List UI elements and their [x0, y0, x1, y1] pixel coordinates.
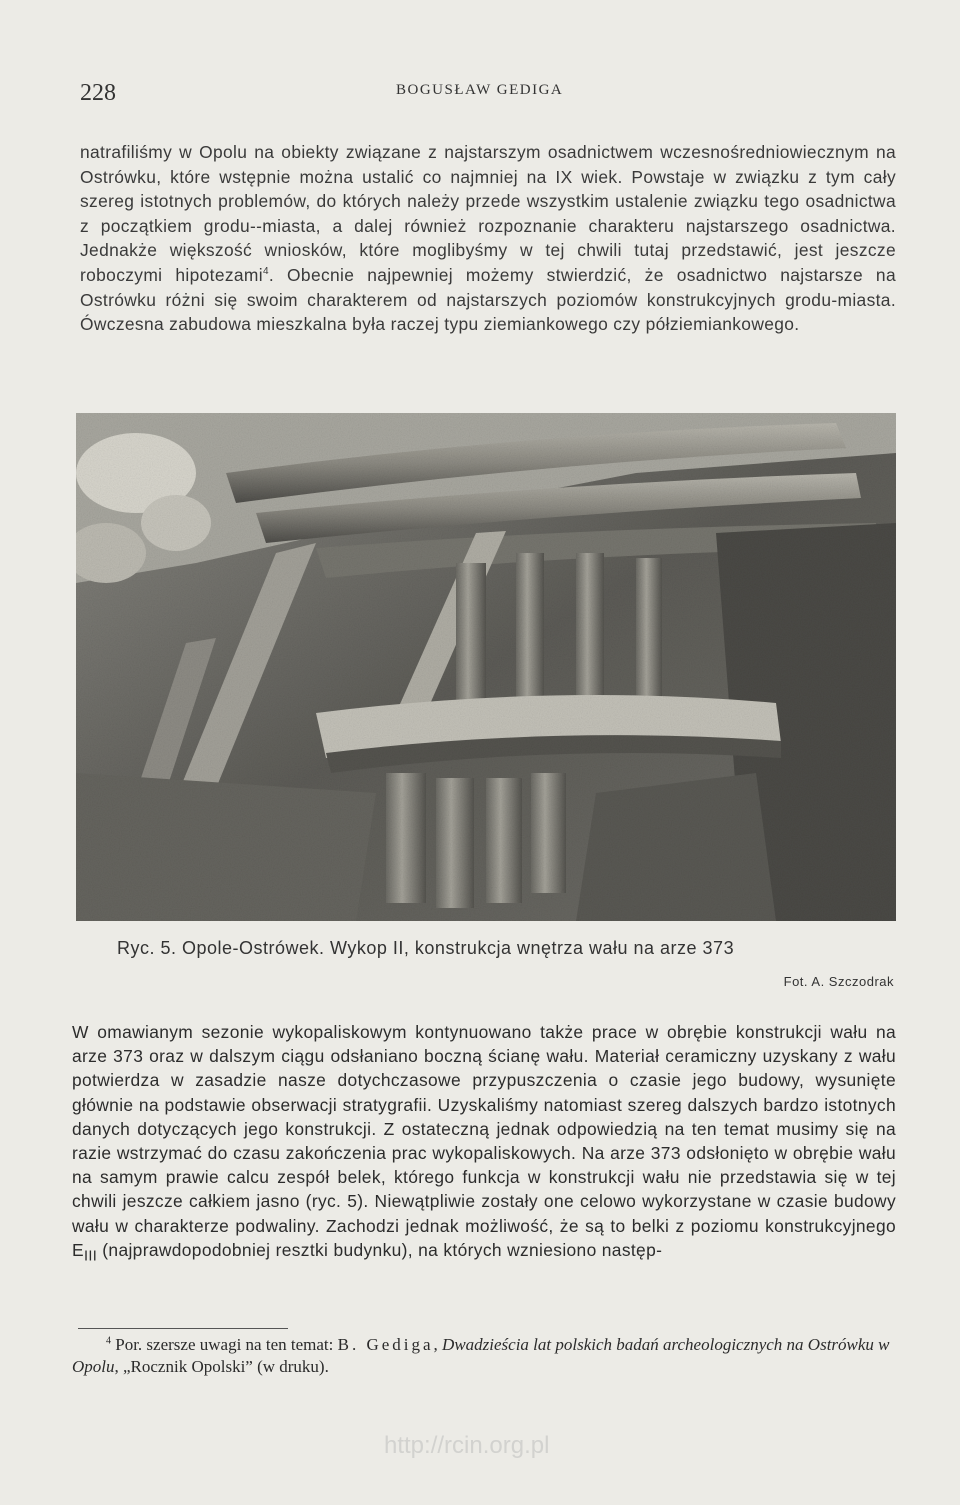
page-number: 228 — [80, 80, 116, 106]
footnote-text-1: Por. szersze uwagi na ten temat: — [111, 1335, 338, 1354]
watermark-url: http://rcin.org.pl — [384, 1432, 550, 1459]
figure-caption: Ryc. 5. Opole-Ostrówek. Wykop II, konstrukcja wnętrza wału na arze 373 — [117, 938, 735, 958]
footnote-number: 4 — [106, 1335, 111, 1347]
footnote-text-2: , „Rocznik Opolski” (w druku). — [114, 1357, 329, 1376]
footnote-reference[interactable]: 4 — [262, 266, 269, 278]
excavation-photo-drawing — [76, 413, 896, 921]
footnote — [72, 1334, 896, 1378]
body-text-bottom-1: W omawianym sezonie wykopaliskowym kontynuowano także prace w obrębie konstrukcji wału na arze 373 oraz w dalszym ciągu odsłaniano boczną ścianę wału. Materiał ceramiczny uzyskany z wału potwierdza w zasadzie nasze dotychczasowe przypuszczenia o czasie jego budowy, wysunięte głównie na podstawie obserwacji stratygrafii. Uzyskaliśmy natomiast szereg dalszych bardzo istotnych danych dotyczących jego konstrukcji. Z ostateczną jednak odpowiedzią na ten temat musimy się na razie wstrzymać do czasu zakończenia prac wykopaliskowych. Na arze 373 odsłonięto w obrębie wału na samym prawie calcu zespół belek, którego funkcja w konstrukcji wału nie przedstawia się w tej chwili jeszcze całkiem jasno (ryc. 5). Niewątpliwie zostały one celowo wykorzystane w czasie budowy wału w charakterze podwaliny. Zachodzi jednak możliwość, że są to belki z poziomu konstrukcyjnego E — [72, 1022, 896, 1260]
running-head-author: BOGUSŁAW GEDIGA — [396, 82, 564, 98]
excavation-photo — [76, 413, 896, 921]
body-text-bottom-2: (najprawdopodobniej resztki budynku), na których wzniesiono następ- — [97, 1239, 663, 1260]
footnote-divider — [78, 1328, 288, 1329]
body-paragraph-top — [80, 140, 896, 337]
footnote-author: B. Gediga — [337, 1335, 434, 1354]
body-paragraph-bottom — [72, 1020, 896, 1269]
body-text-top-2: . Obecnie najpewniej możemy stwierdzić, że osadnictwo najstarsze na Ostrówku różni się swoim charakterem od najstarszych poziomów konstrukcyjnych grodu-miasta. Ówczesna zabudowa mieszkalna była raczej typu ziemiankowego czy półziemiankowego. — [80, 264, 896, 335]
level-subscript: III — [83, 1248, 98, 1265]
body-text-top-1: natrafiliśmy w Opolu na obiekty związane z najstarszym osadnictwem wczesnośredniowiecznym na Ostrówku, które wstępnie można ustalić co najmniej na IX wiek. Powstaje w związku z tym cały szereg istotnych problemów, do których należy przede wszystkim ustalenie związku tego osadnictwa z początkiem grodu--miasta, a dalej również rozpoznanie charakteru najstarszego osadnictwa. Jednakże większość wniosków, które moglibyśmy w tej chwili tutaj przedstawić, jest jeszcze roboczymi hipotezami — [80, 142, 896, 285]
photo-credit: Fot. A. Szczodrak — [783, 974, 894, 989]
footnote-title: Dwadzieścia lat polskich badań archeologicznych na Ostrówku w Opolu — [72, 1335, 890, 1376]
footnote-comma: , — [433, 1335, 443, 1354]
